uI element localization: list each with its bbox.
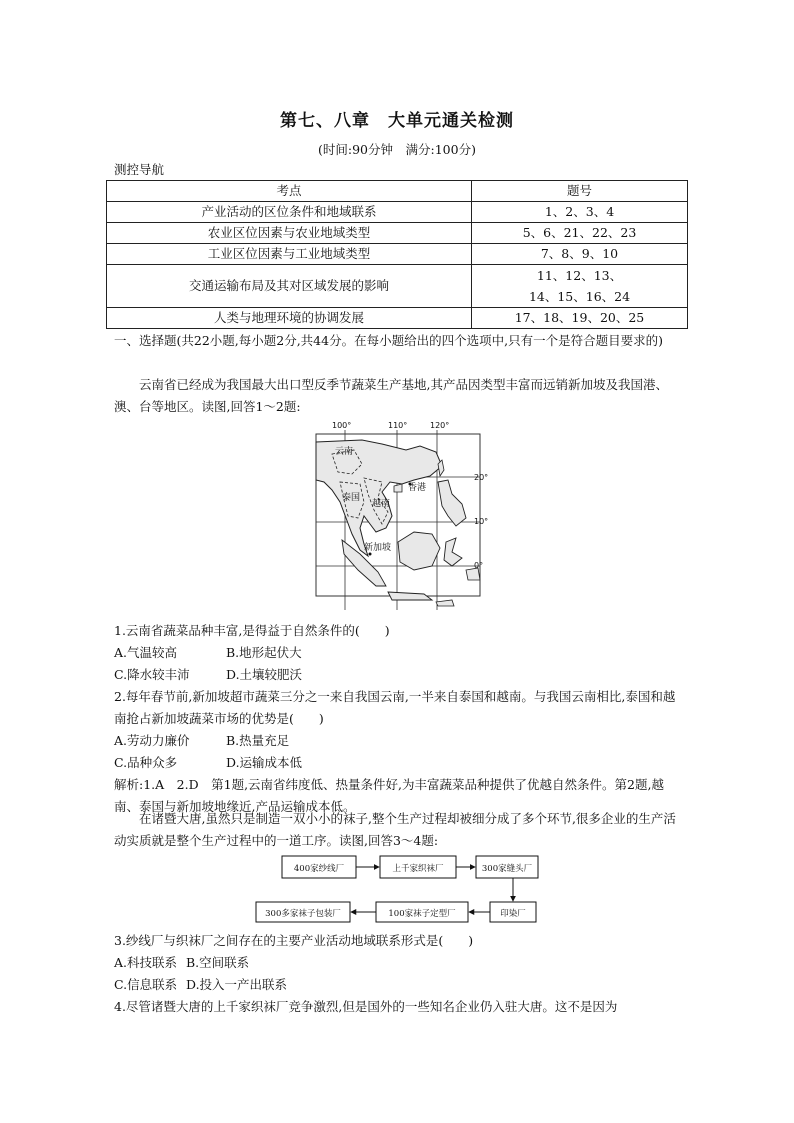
option-d: D.运输成本低 (226, 755, 303, 770)
passage-2: 在诸暨大唐,虽然只是制造一双小小的袜子,整个生产过程却被细分成了多个环节,很多企业的生产活动实质就是整个生产过程中的一道工序。读图,回答3～4题: (114, 811, 676, 848)
option-b: B.地形起伏大 (226, 645, 302, 660)
option-a: A.气温较高 (114, 645, 178, 660)
page-title: 第七、八章 大单元通关检测 (280, 111, 514, 131)
question-3-stem: 3.纱线厂与织袜厂之间存在的主要产业活动地域联系形式是( ) (114, 933, 474, 948)
option-d: D.土壤较肥沃 (226, 667, 303, 682)
sock-production-flowchart (254, 852, 554, 924)
number-cell: 17、18、19、20、25 (472, 308, 688, 329)
question-2-stem: 2.每年春节前,新加坡超市蔬菜三分之一来自我国云南,一半来自泰国和越南。与我国云南相比,泰国和越南抢占新加坡蔬菜市场的优势是( ) (114, 689, 676, 726)
borneo-island (398, 532, 440, 570)
number-cell: 5、6、21、22、23 (472, 223, 688, 244)
exam-time-score: (时间:90分钟 满分:100分) (318, 142, 476, 157)
lat-label: 10° (474, 517, 489, 526)
question-1-options-row (114, 642, 302, 664)
flow-label: 300家缝头厂 (481, 864, 533, 874)
lon-label: 110° (388, 421, 408, 430)
option-a: A.科技联系 (114, 955, 178, 970)
lat-label: 0° (474, 561, 484, 570)
place-label-singapore: 新加坡 (364, 543, 392, 553)
question-3-options-row (114, 974, 287, 996)
option-c: C.信息联系 (114, 977, 178, 992)
topic-cell: 工业区位因素与工业地域类型 (107, 244, 472, 265)
topic-cell: 人类与地理环境的协调发展 (107, 308, 472, 329)
nav-label: 测控导航 (114, 162, 165, 177)
column-header-topic: 考点 (107, 181, 472, 202)
number-cell: 7、8、9、10 (472, 244, 688, 265)
topic-cell: 农业区位因素与农业地域类型 (107, 223, 472, 244)
answer-analysis: 解析:1.A 2.D 第1题,云南省纬度低、热量条件好,为丰富蔬菜品种提供了优越自然条件。第2题,越南、泰国与新加坡地缘近,产品运输成本低。 (114, 777, 664, 814)
question-2-options-row (114, 730, 289, 752)
option-b: B.热量充足 (226, 733, 290, 748)
hainan-island (394, 484, 402, 492)
test-navigation-table (106, 180, 688, 329)
flow-label: 400家纱线厂 (293, 864, 345, 874)
question-3-options-row (114, 952, 249, 974)
flow-label: 印染厂 (500, 909, 526, 919)
option-d: D.投入一产出联系 (186, 977, 288, 992)
lon-label: 100° (332, 421, 352, 430)
flow-label: 300多家袜子包装厂 (265, 909, 341, 919)
option-c: C.品种众多 (114, 755, 178, 770)
place-label-thailand: 泰国 (342, 493, 361, 503)
table-row (107, 202, 688, 223)
table-header-row (107, 181, 688, 202)
philippines-islands (438, 480, 466, 526)
number-cell: 1、2、3、4 (472, 202, 688, 223)
topic-cell: 产业活动的区位条件和地域联系 (107, 202, 472, 223)
question-4-stem: 4.尽管诸暨大唐的上千家织袜厂竞争激烈,但是国外的一些知名企业仍入驻大唐。这不是因为 (114, 999, 618, 1014)
question-2-options-row (114, 752, 302, 774)
topic-cell: 交通运输布局及其对区域发展的影响 (107, 265, 472, 308)
lat-label: 20° (474, 473, 489, 482)
southeast-asia-map (302, 420, 498, 616)
section-heading: 一、选择题(共22小题,每小题2分,共44分。在每小题给出的四个选项中,只有一个是符合题目要求的) (114, 333, 663, 348)
flow-label: 100家袜子定型厂 (388, 909, 456, 919)
question-1-options-row (114, 664, 302, 686)
option-c: C.降水较丰沛 (114, 667, 190, 682)
lon-label: 120° (430, 421, 450, 430)
number-line: 14、15、16、24 (528, 289, 631, 304)
number-line: 11、12、13、 (536, 268, 623, 283)
passage-1: 云南省已经成为我国最大出口型反季节蔬菜生产基地,其产品因类型丰富而远销新加坡及我国港、澳、台等地区。读图,回答1～2题: (114, 377, 668, 414)
place-label-hongkong: 香港 (408, 483, 427, 493)
option-a: A.劳动力廉价 (114, 733, 190, 748)
flow-label: 上千家织袜厂 (392, 864, 444, 874)
place-label-yunnan: 云南 (335, 447, 354, 457)
number-cell (472, 265, 688, 308)
option-b: B.空间联系 (186, 955, 250, 970)
java-island (388, 592, 432, 600)
table-row (107, 244, 688, 265)
table-row (107, 223, 688, 244)
question-1-stem: 1.云南省蔬菜品种丰富,是得益于自然条件的( ) (114, 623, 390, 638)
table-row (107, 265, 688, 308)
column-header-number: 题号 (472, 181, 688, 202)
table-row (107, 308, 688, 329)
place-label-vietnam: 越南 (372, 499, 391, 509)
sulawesi-island (444, 538, 462, 566)
lesser-sunda-islands (436, 600, 454, 606)
